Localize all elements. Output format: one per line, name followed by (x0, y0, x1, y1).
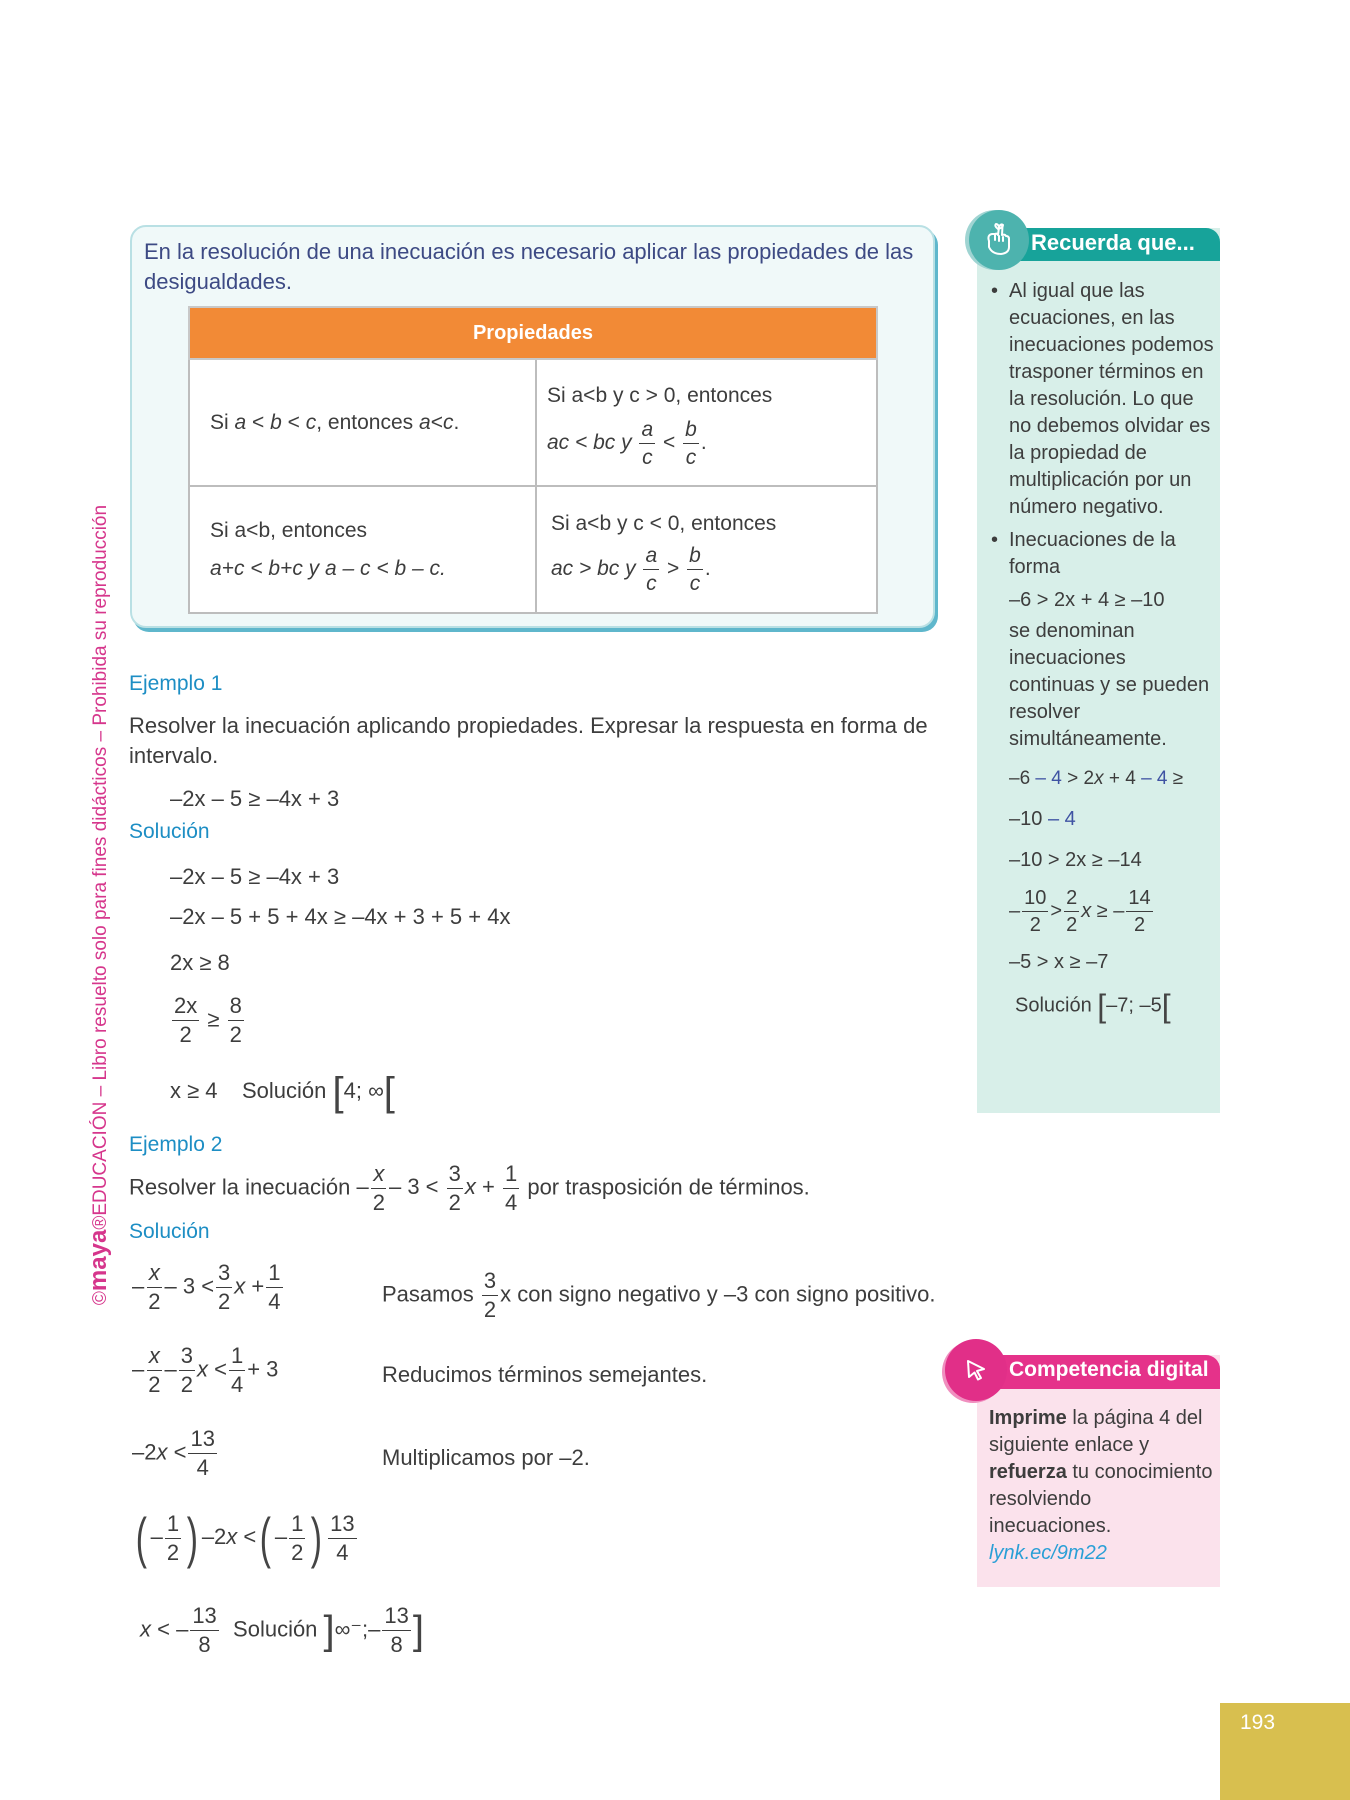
recuerda-step: –10 – 4 (1009, 808, 1076, 830)
frac-num: b (687, 545, 703, 570)
example2-step: – $\frac{x}{2}$ – 3 < $\frac{3}{2}$ x + $\frac{1}{4}$ (132, 1260, 281, 1314)
op: ≥ (207, 1006, 220, 1032)
example1-step: 2x ≥ 8 (170, 950, 230, 975)
recuerda-explanation: se denominan inecuaciones continuas y se pueden resolver simultáneamente. (1009, 620, 1210, 750)
example1-inequality: –2x – 5 ≥ –4x + 3 (170, 786, 340, 811)
recuerda-example: –6 > 2x + 4 ≥ –10 (1009, 589, 1165, 611)
property-line: Si a<b y c > 0, entonces (547, 384, 773, 407)
property-line: a+c < b+c y a – c < b – c. (210, 556, 446, 580)
intro-text: En la resolución de una inecuación es necesario aplicar las propiedades de las desigualdades. (144, 239, 914, 294)
recuerda-step: – $\frac{10}{2}$ > $\frac{2}{2}$ x ≥ – $\frac{14}{2}$ (1009, 887, 1151, 936)
property-multiply-negative (536, 486, 877, 613)
example1-step (170, 995, 246, 1046)
frac-num: a (639, 419, 655, 444)
solution-label: Solución (233, 1616, 318, 1642)
competencia-link[interactable]: lynk.ec/9m22 (989, 1542, 1107, 1564)
note-text: Pasamos (382, 1281, 474, 1307)
finger-string-icon (969, 210, 1029, 270)
competencia-header (977, 1355, 1220, 1389)
maya-logo: maya (85, 1229, 112, 1292)
frac-den: c (689, 572, 701, 595)
bracket: ] (323, 1608, 335, 1653)
recuerda-step: –10 > 2x ≥ –14 (1009, 849, 1142, 871)
bold-text: refuerza (989, 1461, 1067, 1483)
frac-num: a (643, 545, 659, 570)
bracket: [ (1097, 988, 1107, 1024)
bracket: [ (1161, 988, 1171, 1024)
text: tu conocimiento resolviendo inecuaciones. (989, 1461, 1213, 1537)
side-copyright-text (85, 505, 113, 1305)
bullet-dot: • (991, 529, 999, 551)
recuerda-content (991, 278, 1216, 1036)
bullet-dot: • (991, 280, 999, 302)
frac-den: 2 (483, 1297, 497, 1322)
property-line: Si a<b y c < 0, entonces (551, 512, 777, 535)
table-header: Propiedades (189, 307, 877, 359)
recuerda-bullet (991, 278, 1216, 521)
example1-title: Ejemplo 1 (129, 672, 223, 695)
frac-den: c (646, 572, 657, 595)
expr: ac < bc y (547, 431, 632, 455)
expr: ac > bc y (551, 557, 636, 581)
example2-note (382, 1270, 935, 1321)
recuerda-step: –5 > x ≥ –7 (1009, 951, 1109, 973)
example1-step: –2x – 5 ≥ –4x + 3 (170, 864, 340, 889)
bullet-text: Inecuaciones de la forma (1009, 529, 1176, 578)
frac-den: 2 (179, 1022, 192, 1047)
property-add-subtract (189, 486, 536, 613)
properties-table (188, 306, 878, 614)
page-number-block (1220, 1703, 1350, 1800)
interval: –7; –5 (1106, 994, 1162, 1017)
example2-final-step: x < – $\frac{13}{8}$ Solución ]∞⁻;– $\frac{13}{8}$ ] (140, 1603, 424, 1657)
cursor-arrow-icon (945, 1339, 1007, 1401)
frac-den: 2 (229, 1022, 242, 1047)
registered-symbol: ® (90, 1215, 111, 1230)
example2-note: Reducimos términos semejantes. (382, 1362, 708, 1387)
note-text: x con signo negativo y –3 con signo positivo. (500, 1281, 936, 1307)
interval: 4; ∞ (343, 1077, 384, 1103)
bracket: [ (332, 1070, 344, 1114)
frac-num: 3 (482, 1270, 498, 1296)
copyright-symbol: © (90, 1291, 111, 1306)
frac-den: 8 (390, 1632, 403, 1657)
op: < (663, 431, 676, 455)
bold-text: Imprime (989, 1407, 1067, 1429)
frac-num: 8 (228, 995, 244, 1021)
example2-statement: Resolver la inecuación – $\frac{x}{2}$ – 3 < $\frac{3}{2}$ x + $\frac{1}{4}$ por trasposición de términos. (129, 1161, 810, 1215)
frac-den: c (642, 446, 653, 469)
frac-num: b (683, 419, 699, 444)
property-transitive: Si a < b < c, entonces a<c. (189, 359, 536, 486)
recuerda-sidebar (977, 228, 1220, 1113)
recuerda-step: –6 – 4 > 2x + 4 – 4 ≥ (1009, 768, 1184, 789)
frac-num: 13 (382, 1605, 410, 1631)
example2-note: Multiplicamos por –2. (382, 1445, 590, 1470)
property-multiply-positive (536, 359, 877, 486)
solution-label: Solución (242, 1077, 327, 1103)
solution-label: Solución (1015, 994, 1092, 1017)
example1-step: –2x – 5 + 5 + 4x ≥ –4x + 3 + 5 + 4x (170, 904, 511, 929)
example2-solution-label: Solución (129, 1220, 210, 1243)
example2-step: – $\frac{x}{2}$ – $\frac{3}{2}$ x < $\frac{1}{4}$ + 3 (132, 1343, 279, 1397)
competencia-content (989, 1405, 1217, 1567)
competencia-digital-sidebar (977, 1355, 1220, 1587)
property-line: Si a<b, entonces (210, 518, 368, 542)
example2-title: Ejemplo 2 (129, 1133, 223, 1156)
example2-step: –2x < $\frac{13}{4}$ (132, 1426, 215, 1480)
interval: ∞⁻;– (334, 1616, 381, 1642)
bracket: [ (383, 1070, 395, 1114)
text: la página 4 del siguiente enlace y (989, 1407, 1203, 1456)
property-line: ac > bc y $\frac{a}{c}$ > $\frac{b}{c}$ . (551, 544, 711, 595)
recuerda-title: Recuerda que... (1031, 230, 1195, 255)
frac-num: 2x (172, 995, 199, 1021)
frac-den: c (685, 446, 697, 469)
recuerda-solution (1009, 990, 1216, 1022)
recuerda-bullet (991, 527, 1216, 1022)
example1-final-step (170, 1072, 395, 1112)
example1-solution-label: Solución (129, 820, 210, 843)
competencia-title: Competencia digital (1009, 1358, 1209, 1381)
bullet-text: Al igual que las ecuaciones, en las inecuaciones podemos trasponer términos en la resolución. Lo que no debemos olvidar es la propiedad de multiplicación por un número negativo. (1009, 280, 1214, 518)
expr: x ≥ 4 (170, 1077, 218, 1103)
example1-statement: Resolver la inecuación aplicando propiedades. Expresar la respuesta en forma de intervalo. (129, 713, 928, 768)
statement-prefix: Resolver la inecuación (129, 1174, 351, 1200)
statement-suffix: por trasposición de términos. (527, 1174, 810, 1200)
property-line: ac < bc y $\frac{a}{c}$ < $\frac{b}{c}$ . (547, 418, 707, 469)
properties-info-box (130, 225, 935, 628)
bracket: ] (412, 1608, 424, 1653)
page-number: 193 (1240, 1711, 1276, 1734)
op: > (667, 557, 680, 581)
example2-step: ( – $\frac{1}{2}$ ) –2x <( – $\frac{1}{2}$ ) $\frac{13}{4}$ (135, 1506, 355, 1569)
side-disclaimer: EDUCACIÓN – Libro resuelto solo para fines didácticos – Prohibida su reproducción (90, 504, 111, 1216)
